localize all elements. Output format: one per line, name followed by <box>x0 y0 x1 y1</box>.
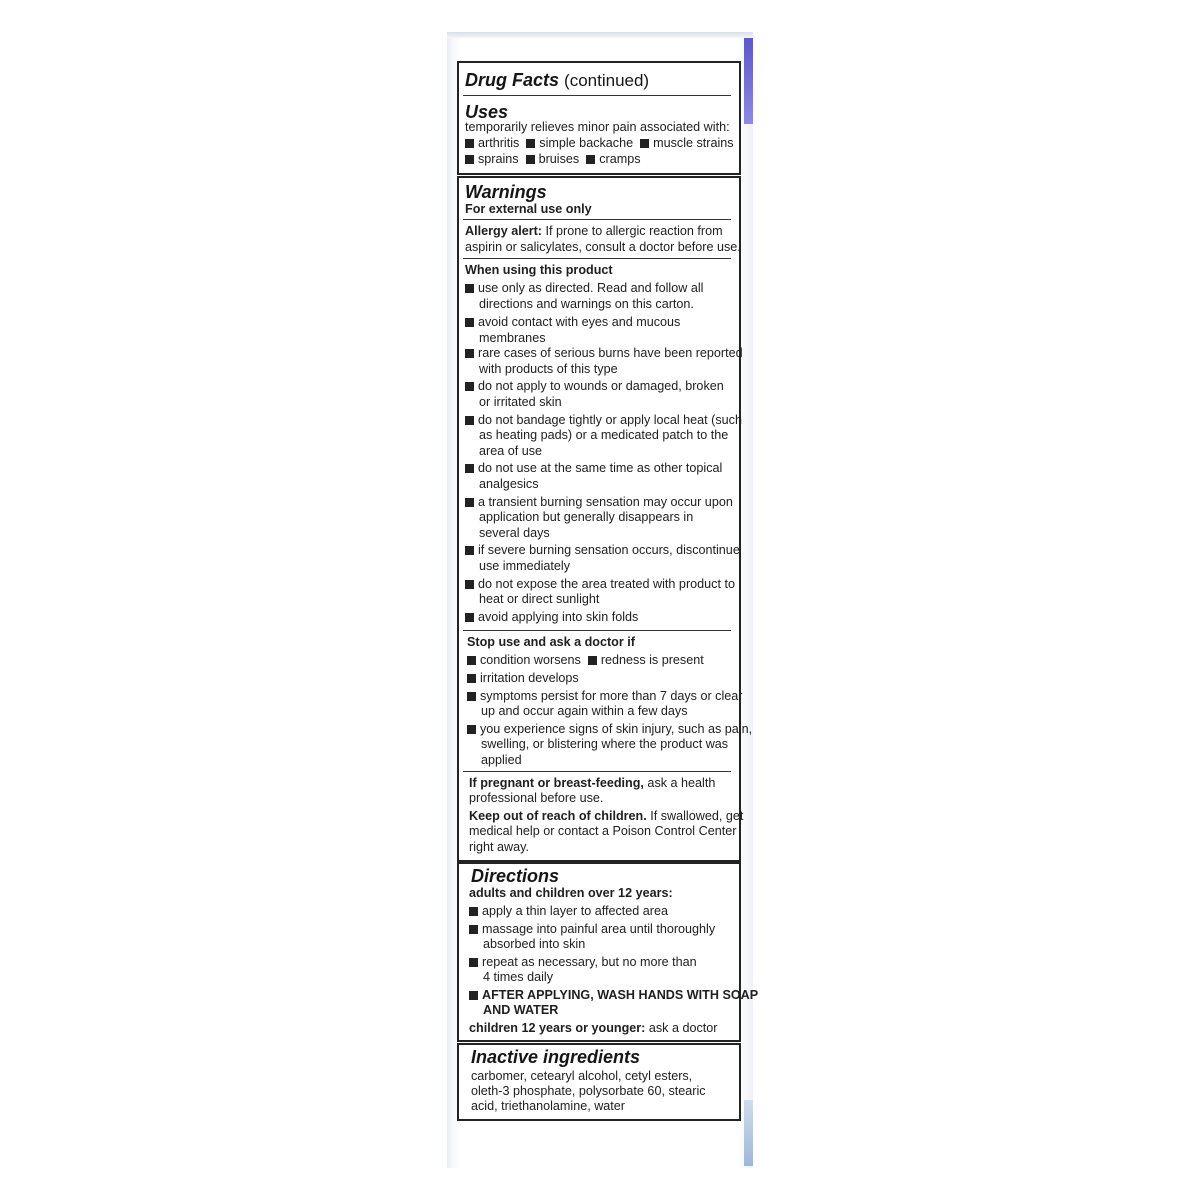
when-using-item-cont: with products of this type <box>479 362 618 376</box>
when-using-item: avoid contact with eyes and mucous <box>465 315 680 331</box>
directions-item: massage into painful area until thoroughly <box>469 922 715 938</box>
stop-use-item-cont: swelling, or blistering where the product was <box>481 737 729 751</box>
allergy-alert-line-2: aspirin or salicylates, consult a doctor before use. <box>465 240 741 254</box>
directions-wash-hands-cont: AND WATER <box>483 1003 559 1017</box>
external-use: For external use only <box>465 202 592 216</box>
directions-item: apply a thin layer to affected area <box>469 904 668 920</box>
stop-use-item-cont: up and occur again within a few days <box>481 704 688 718</box>
when-using-item-cont: directions and warnings on this carton. <box>479 297 694 311</box>
when-using-item-cont: analgesics <box>479 477 539 491</box>
uses-heading: Uses <box>465 102 509 122</box>
stop-use-item-cont: applied <box>481 753 522 767</box>
directions-wash-hands: AFTER APPLYING, WASH HANDS WITH SOAP <box>469 988 758 1004</box>
when-using-item: avoid applying into skin folds <box>465 610 638 626</box>
directions-adults: adults and children over 12 years: <box>469 886 673 900</box>
directions-item-cont: absorbed into skin <box>483 937 586 951</box>
when-using-item-cont: several days <box>479 526 550 540</box>
keep-out-line-3: right away. <box>469 840 529 854</box>
divider <box>463 771 731 772</box>
stop-use-heading: Stop use and ask a doctor if <box>467 635 635 649</box>
stop-use-item: you experience signs of skin injury, such as pain, <box>467 722 752 738</box>
carton-purple-stripe <box>744 38 753 124</box>
uses-intro: temporarily relieves minor pain associated with: <box>465 120 730 134</box>
carton-blue-stripe <box>744 1100 753 1166</box>
warnings-heading: Warnings <box>465 182 547 202</box>
uses-row-2: sprains bruises cramps <box>465 152 641 168</box>
divider <box>463 219 731 220</box>
when-using-item: do not apply to wounds or damaged, broken <box>465 379 724 395</box>
inactive-heading: Inactive ingredients <box>471 1047 641 1067</box>
divider <box>463 95 731 96</box>
when-using-item: use only as directed. Read and follow all <box>465 281 703 297</box>
when-using-item-cont: area of use <box>479 444 543 458</box>
directions-item-cont: 4 times daily <box>483 970 553 984</box>
when-using-item-cont: use immediately <box>479 559 570 573</box>
inactive-line: acid, triethanolamine, water <box>471 1099 626 1113</box>
when-using-item-cont: application but generally disappears in <box>479 510 694 524</box>
stop-use-row-1: condition worsens redness is present <box>467 653 704 669</box>
stop-use-item: symptoms persist for more than 7 days or clear <box>467 689 742 705</box>
pregnant-line-2: professional before use. <box>469 791 604 805</box>
allergy-alert-line-1: Allergy alert: If prone to allergic reaction from <box>465 224 723 238</box>
directions-item: repeat as necessary, but no more than <box>469 955 697 971</box>
keep-out-line-2: medical help or contact a Poison Control Center <box>469 824 737 838</box>
when-using-item: do not bandage tightly or apply local heat (such <box>465 413 742 429</box>
when-using-item-cont: membranes <box>479 331 546 345</box>
keep-out-line-1: Keep out of reach of children. If swallowed, get <box>469 809 744 823</box>
when-using-heading: When using this product <box>465 263 613 277</box>
when-using-item: rare cases of serious burns have been reported <box>465 346 743 362</box>
inactive-line: carbomer, cetearyl alcohol, cetyl esters, <box>471 1069 693 1083</box>
when-using-item: do not use at the same time as other topical <box>465 461 722 477</box>
when-using-item: if severe burning sensation occurs, discontinue <box>465 543 740 559</box>
carton-top-edge <box>447 32 753 38</box>
divider <box>463 630 731 631</box>
when-using-item: do not expose the area treated with product to <box>465 577 735 593</box>
when-using-item-cont: heat or direct sunlight <box>479 592 600 606</box>
when-using-item: a transient burning sensation may occur upon <box>465 495 733 511</box>
divider <box>463 258 731 259</box>
when-using-item-cont: or irritated skin <box>479 395 562 409</box>
drug-facts-title: Drug Facts (continued) <box>465 70 650 90</box>
when-using-item-cont: as heating pads) or a medicated patch to the <box>479 428 729 442</box>
pregnant-line-1: If pregnant or breast-feeding, ask a health <box>469 776 716 790</box>
directions-heading: Directions <box>471 866 560 886</box>
stop-use-item: irritation develops <box>467 671 579 687</box>
inactive-line: oleth-3 phosphate, polysorbate 60, stearic <box>471 1084 706 1098</box>
directions-children: children 12 years or younger: ask a doctor <box>469 1021 718 1035</box>
uses-row-1: arthritis simple backache muscle strains <box>465 136 734 152</box>
